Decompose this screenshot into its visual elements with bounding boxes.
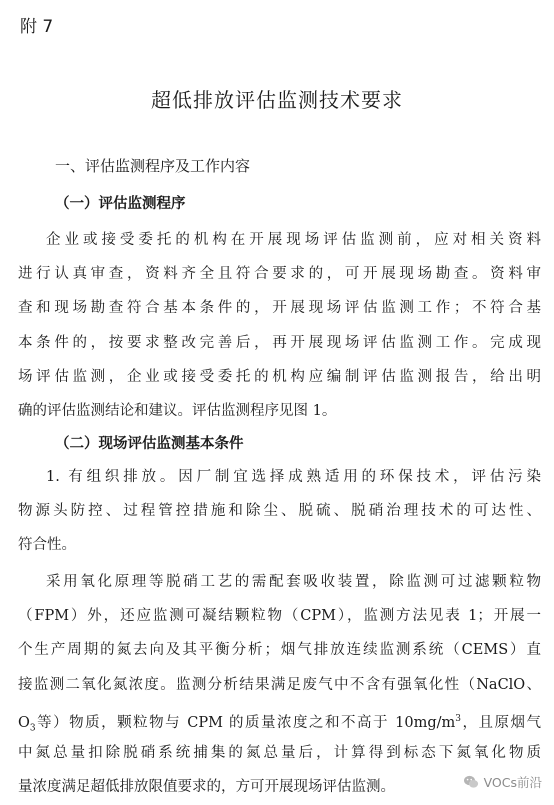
paragraph-line: 本条件的，按要求整改完善后，再开展现场评估监测工作。完成现 [18,334,541,351]
subsection-heading: （二）现场评估监测基本条件 [55,436,244,452]
paragraph-line: 中氮总量扣除脱硝系统捕集的氮总量后，计算得到标态下氮氧化物质 [18,744,541,761]
paragraph-conditions [18,460,541,563]
unit-superscript: 3 [455,713,461,724]
ozone-subscript: 3 [29,723,36,734]
watermark [463,773,542,791]
attachment-label: 附 7 [20,17,54,37]
paragraph-line: 物源头防控、过程管控措施和除尘、脱硫、脱硝治理技术的可达性、 [18,503,541,520]
paragraph-line: 1. 有组织排放。因厂制宜选择成熟适用的环保技术，评估污染 [46,469,541,485]
formula-suffix: ，且原烟气 [461,714,541,731]
paragraph-line: 查和现场勘查符合基本条件的，开展现场评估监测工作；不符合基 [18,300,541,317]
paragraph-line: 量浓度满足超低排放限值要求的，方可开展现场评估监测。 [18,779,395,796]
paragraph-denitration [18,565,541,804]
wechat-icon [463,774,479,790]
ozone-symbol: O [18,714,30,731]
formula-text: 等）物质，颗粒物与 CPM 的质量浓度之和不高于 10mg/m [35,714,456,731]
paragraph-line: 采用氧化原理等脱硝工艺的需配套吸收装置，除监测可过滤颗粒物 [46,574,541,590]
paragraph-line: 企业或接受委托的机构在开展现场评估监测前，应对相关资料 [46,232,541,248]
paragraph-line-formula [18,702,541,736]
paragraph-line: 进行认真审查，资料齐全且符合要求的，可开展现场勘查。资料审 [18,266,541,283]
document-title: 超低排放评估监测技术要求 [151,88,403,112]
paragraph-line: （FPM）外，还应监测可凝结颗粒物（CPM），监测方法见表 1；开展一 [18,608,541,625]
watermark-label: VOCs前沿 [483,775,542,790]
paragraph-line: 接监测二氧化氮浓度。监测分析结果满足废气中不含有强氧化性（NaClO、 [18,676,541,693]
subsection-heading: （一）评估监测程序 [55,196,186,212]
paragraph-line: 场评估监测，企业或接受委托的机构应编制评估监测报告，给出明 [18,368,541,385]
paragraph-procedure [18,223,541,428]
section-heading: 一、评估监测程序及工作内容 [55,157,251,175]
paragraph-line: 符合性。 [18,537,76,554]
paragraph-line: 确的评估监测结论和建议。评估监测程序见图 1。 [18,402,337,419]
paragraph-line: 个生产周期的氮去向及其平衡分析；烟气排放连续监测系统（CEMS）直 [18,642,541,659]
